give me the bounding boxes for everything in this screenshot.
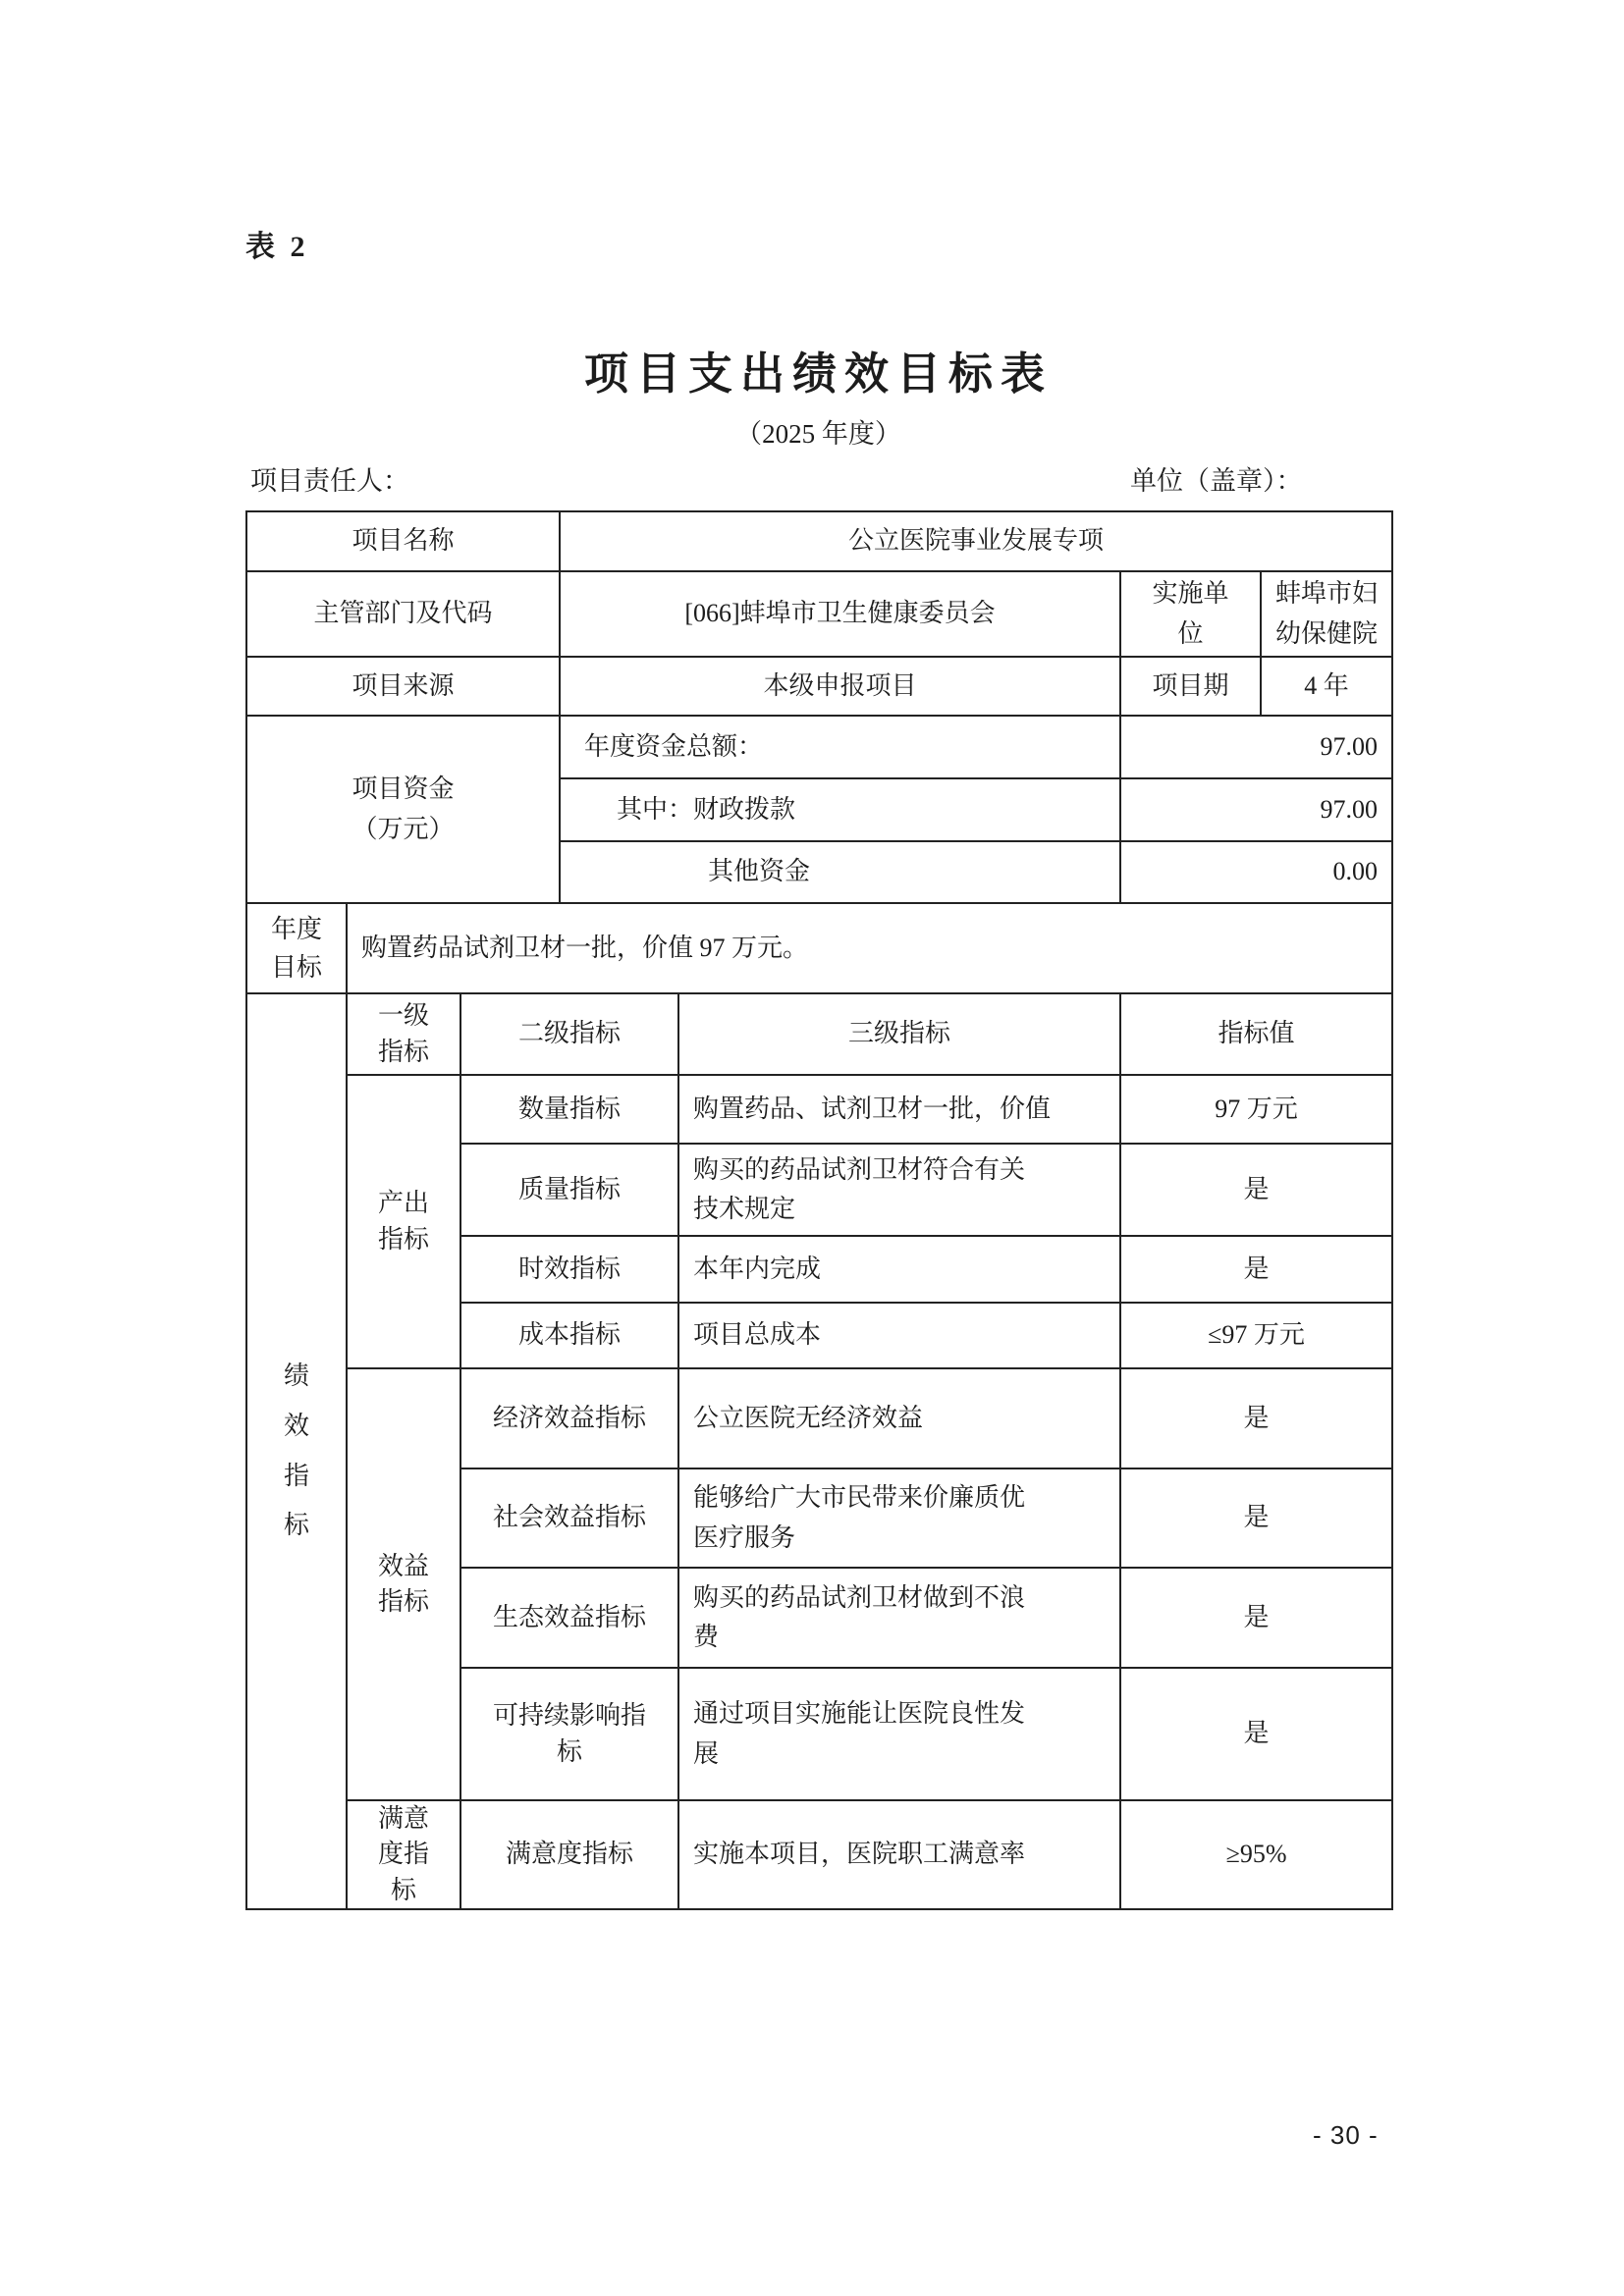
group-benefit-label: 效益指标 — [347, 1368, 460, 1800]
indicator-level2: 数量指标 — [460, 1075, 678, 1144]
indicator-value: ≤97 万元 — [1120, 1303, 1392, 1368]
annual-goal-label: 年度目标 — [246, 903, 347, 993]
period-label: 项目期 — [1120, 657, 1261, 716]
annual-goal-text: 购置药品试剂卫材一批，价值 97 万元。 — [347, 903, 1392, 993]
row-department — [246, 571, 1392, 657]
row-project-name — [246, 511, 1392, 571]
page-title: 项目支出绩效目标表 — [583, 349, 1053, 399]
funds-other-label: 其他资金 — [560, 841, 1120, 903]
group-satisfaction-label: 满意度指标 — [347, 1800, 460, 1909]
row-indicator-header — [246, 993, 1392, 1075]
indicator-level3: 能够给广大市民带来价廉质优医疗服务 — [693, 1483, 1026, 1552]
responsible-person-label: 项目责任人： — [250, 466, 409, 496]
indicator-level3: 公立医院无经济效益 — [678, 1368, 1120, 1468]
project-name-value: 公立医院事业发展专项 — [560, 511, 1392, 571]
indicator-value: 是 — [1120, 1236, 1392, 1303]
row-funds-total — [246, 716, 1392, 778]
performance-target-table — [245, 510, 1393, 1910]
indicator-level3: 购买的药品试剂卫材做到不浪费 — [693, 1582, 1026, 1651]
funds-label: 项目资金（万元） — [352, 774, 455, 843]
indicator-level3-cell — [678, 1144, 1120, 1236]
impl-unit-value-cell — [1261, 571, 1392, 657]
indicator-value: 是 — [1120, 1468, 1392, 1568]
indicator-value: ≥95% — [1120, 1800, 1392, 1909]
source-value: 本级申报项目 — [560, 657, 1120, 716]
source-label: 项目来源 — [246, 657, 560, 716]
unit-seal-label: 单位（盖章）： — [1130, 466, 1303, 496]
row-economic-benefit — [246, 1368, 1392, 1468]
header-level2: 二级指标 — [460, 993, 678, 1075]
indicator-level3: 购置药品、试剂卫材一批，价值 — [678, 1075, 1120, 1144]
row-quantity — [246, 1075, 1392, 1144]
indicator-value: 是 — [1120, 1568, 1392, 1668]
indicator-level3: 实施本项目，医院职工满意率 — [678, 1800, 1120, 1909]
indicator-level2: 生态效益指标 — [460, 1568, 678, 1668]
performance-side-label-cell — [246, 993, 347, 1909]
indicator-level2: 成本指标 — [460, 1303, 678, 1368]
period-value: 4 年 — [1261, 657, 1392, 716]
header-level3: 三级指标 — [678, 993, 1120, 1075]
header-value: 指标值 — [1120, 993, 1392, 1075]
funds-label-cell — [246, 716, 560, 903]
impl-unit-value: 蚌埠市妇幼保健院 — [1275, 579, 1379, 648]
department-label: 主管部门及代码 — [246, 571, 560, 657]
table-label: 表 2 — [245, 231, 309, 263]
funds-fiscal-value: 97.00 — [1120, 778, 1392, 841]
indicator-level3-cell — [678, 1668, 1120, 1800]
row-annual-goal — [246, 903, 1392, 993]
indicator-value: 是 — [1120, 1368, 1392, 1468]
funds-other-value: 0.00 — [1120, 841, 1392, 903]
funds-total-label: 年度资金总额： — [560, 716, 1120, 778]
indicator-level2: 质量指标 — [460, 1144, 678, 1236]
performance-side-label: 绩效指标 — [283, 1362, 309, 1540]
department-value: [066]蚌埠市卫生健康委员会 — [560, 571, 1120, 657]
indicator-level2: 时效指标 — [460, 1236, 678, 1303]
indicator-level3: 通过项目实施能让医院良性发展 — [693, 1699, 1026, 1768]
indicator-level2: 可持续影响指标 — [460, 1668, 678, 1800]
indicator-level2: 满意度指标 — [460, 1800, 678, 1909]
page-number: - 30 - — [1313, 2120, 1379, 2150]
page-subtitle: （2025 年度） — [735, 419, 901, 449]
row-source — [246, 657, 1392, 716]
indicator-value: 是 — [1120, 1668, 1392, 1800]
indicator-level3-cell — [678, 1568, 1120, 1668]
indicator-level2: 社会效益指标 — [460, 1468, 678, 1568]
funds-fiscal-label: 其中：财政拨款 — [560, 778, 1120, 841]
row-satisfaction — [246, 1800, 1392, 1909]
header-level1: 一级指标 — [347, 993, 460, 1075]
project-name-label: 项目名称 — [246, 511, 560, 571]
indicator-value: 是 — [1120, 1144, 1392, 1236]
impl-unit-label-cell — [1120, 571, 1261, 657]
indicator-level3-cell — [678, 1468, 1120, 1568]
indicator-value: 97 万元 — [1120, 1075, 1392, 1144]
funds-total-value: 97.00 — [1120, 716, 1392, 778]
indicator-level3: 本年内完成 — [678, 1236, 1120, 1303]
indicator-level3: 项目总成本 — [678, 1303, 1120, 1368]
indicator-level2: 经济效益指标 — [460, 1368, 678, 1468]
indicator-level3: 购买的药品试剂卫材符合有关技术规定 — [693, 1154, 1026, 1223]
group-output-label: 产出指标 — [347, 1075, 460, 1368]
impl-unit-label: 实施单位 — [1152, 579, 1229, 648]
